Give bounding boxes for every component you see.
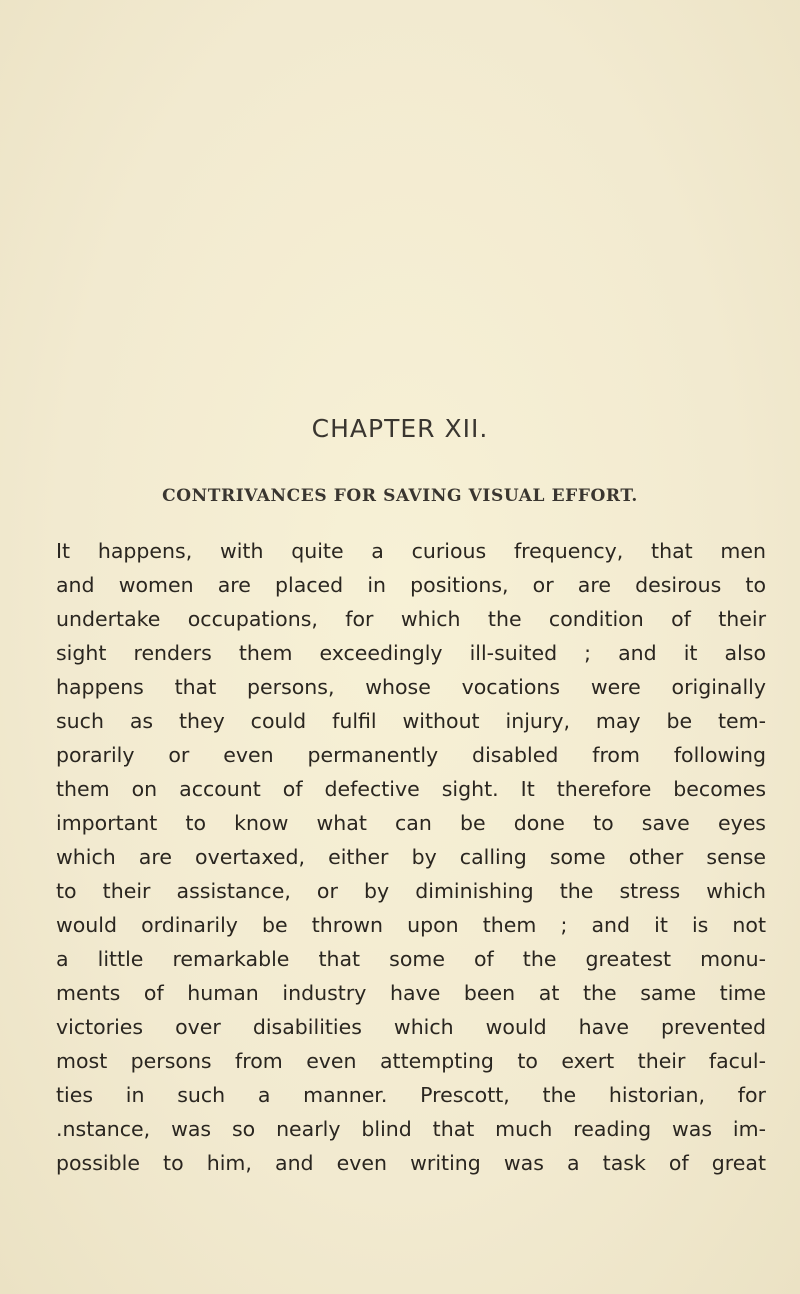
text-line: possible to him, and even writing was a task of great bbox=[56, 1151, 766, 1175]
text-line: and women are placed in positions, or are desirous to bbox=[56, 573, 766, 597]
text-line: ties in such a manner. Prescott, the historian, for bbox=[56, 1083, 766, 1107]
text-line: would ordinarily be thrown upon them ; and it is not bbox=[56, 913, 766, 937]
text-line: important to know what can be done to save eyes bbox=[56, 811, 766, 835]
text-line: most persons from even attempting to exert their facul- bbox=[56, 1049, 766, 1073]
chapter-title: CHAPTER XII. bbox=[311, 414, 489, 443]
text-line: them on account of defective sight. It therefore becomes bbox=[56, 777, 766, 801]
text-line: porarily or even permanently disabled from following bbox=[56, 743, 766, 767]
text-line: such as they could fulfil without injury, may be tem- bbox=[56, 709, 766, 733]
body-text bbox=[56, 534, 766, 1180]
text-line: ments of human industry have been at the same time bbox=[56, 981, 766, 1005]
text-line: which are overtaxed, either by calling some other sense bbox=[56, 845, 766, 869]
text-line: sight renders them exceedingly ill-suited ; and it also bbox=[56, 641, 766, 665]
text-line: a little remarkable that some of the greatest monu- bbox=[56, 947, 766, 971]
text-line: It happens, with quite a curious frequency, that men bbox=[56, 539, 766, 563]
chapter-subtitle: CONTRIVANCES FOR SAVING VISUAL EFFORT. bbox=[162, 486, 638, 506]
text-line: .nstance, was so nearly blind that much reading was im- bbox=[56, 1117, 766, 1141]
text-line: to their assistance, or by diminishing the stress which bbox=[56, 879, 766, 903]
text-line: happens that persons, whose vocations were originally bbox=[56, 675, 766, 699]
text-line: victories over disabilities which would have prevented bbox=[56, 1015, 766, 1039]
text-line: undertake occupations, for which the condition of their bbox=[56, 607, 766, 631]
